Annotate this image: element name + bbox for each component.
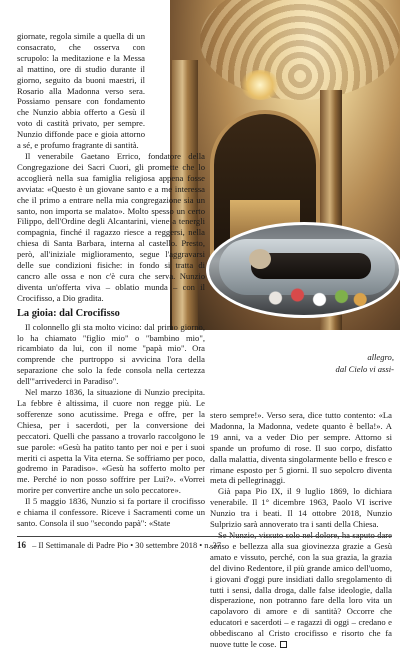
reliquary-photo bbox=[206, 222, 402, 318]
paragraph-text: Se Nunzio, vissuto solo nel dolore, ha saputo dare senso e bellezza alla sua giovinezza grazie a Gesù amato e vissuto, perché, con la sua grazia, la grazia del divino Redentore, il più grande amico dell'uomo, i giovani d'oggi pure insidiati dallo sregolamento di tutti i sensi, dalla droga, dalle false ideologie, dalla disperazione, non potranno fare della loro vita un capolavoro di amore e di santità? Occorre che educatori e sacerdoti – e ragazzi di oggi – credano e obbediscano al Cristo crocifisso e risorto che fa nuove tutte le cose. bbox=[210, 529, 392, 650]
reliquary-flowers bbox=[259, 283, 369, 313]
paragraph: Nel marzo 1836, la situazione di Nunzio precipita. La febbre è altissima, il cuore non regge più. Le sofferenze sono acutissime. Prega e offre, per la Chiesa, per i sacerdoti, per la conversione dei peccatori. Quelli che passano a trovarlo raccolgono le sue parole: «Gesù ha patito tanto per noi e per i suoi meriti ci aspetta la Vita eterna. Se soffriamo per poco, godremo in Paradiso». «Gesù ha sofferto molto per me. Perché io non posso soffrire per Lui?». «Vorrei morire per convertire anche un solo peccatore». bbox=[17, 387, 205, 496]
paragraph: stero sempre!». Verso sera, dice tutto contento: «La Madonna, la Madonna, vedete quanto è bella!». A 19 anni, va a veder Dio per sempre. Attorno si spande un profumo di rose. Il suo corpo, disfatto dalla malattia, diventa singolarmente bello e fresco e rimane esposto per 5 giorni. Il suo sepolcro diventa meta di pellegrinaggi. bbox=[210, 410, 392, 486]
end-mark-icon bbox=[280, 641, 287, 648]
paragraph: Il colonnello gli sta molto vicino: dal primo giorno, lo ha chiamato "figlio mio" o "bambino mio", ricambiato da lui, con il nome "papà mio". Ora comprende che purtroppo si avvicina l'ora della separazione che solo la fede consola nella certezza dell'"arrivederci in Paradiso". bbox=[17, 321, 205, 387]
paragraph: Il 5 maggio 1836, Nunzio si fa portare il crocifisso e chiama il confessore. Riceve i Sacramenti come un santo. Consola il suo "secondo papà": «State bbox=[17, 496, 205, 528]
left-column bbox=[17, 31, 205, 529]
paragraph: giornate, regola simile a quella di un consacrato, che osserva con scrupolo: la meditazione e la Messa al mattino, ore di studio durante il giorno, seguito da buoni maestri, il Rosario alla Madonna verso sera. Possiamo pensare con fondamento che Nunzio abbia offerto a Gesù il voto di castità privato, per sempre. Nunzio diffonde pace e gioia attorno a sé, e profumo fragrante di santità. bbox=[17, 31, 145, 151]
page-number: 16 bbox=[17, 540, 26, 550]
left-column-narrow bbox=[17, 31, 145, 151]
reliquary-face bbox=[249, 249, 271, 269]
photo-lamp bbox=[240, 70, 280, 100]
page-footer bbox=[17, 536, 392, 552]
caption-line: dal Cielo vi assi- bbox=[335, 363, 394, 374]
section-heading: La gioia: dal Crocifisso bbox=[17, 307, 120, 319]
paragraph: Già papa Pio IX, il 9 luglio 1869, lo dichiara venerabile. Il 1° dicembre 1963, Paolo VI iscrive Nunzio tra i beati. Il 14 ottobre 2018, Nunzio Sulprizio sarà annoverato tra i santi della Chiesa. bbox=[210, 486, 392, 530]
photo-caption bbox=[274, 352, 394, 375]
paragraph: Il venerabile Gaetano Errico, fondatore della Congregazione dei Sacri Cuori, gli promette che lo accoglierà nella sua famiglia religiosa appena fosse avviata: «Questo è un giovane santo e a me interessa che il primo a entrare nella mia congregazione sia un santo, non importa se malato». Molto spesso un certo Filippo, dell'Ordine degli Alcantarini, viene a tenergli compagnia, finché il ragazzo riesce a reggersi, nella chiesa di Santa Barbara, interna al castello. Presto, però, all'iniziale miglioramento, segue l'aggravarsi delle sue condizioni fisiche: in fondo si tratta di cancro alle ossa e non c'è cura che serva. Nunzio diventa un'offerta viva – oblatio munda – con il Crocifisso, a Dio gradita. bbox=[17, 150, 205, 303]
right-column bbox=[210, 410, 392, 650]
footer-publication: – Il Settimanale di Padre Pio • 30 settembre 2018 • n. 37 bbox=[32, 541, 222, 550]
photo-vault bbox=[200, 0, 400, 100]
caption-line: allegro, bbox=[367, 352, 394, 362]
